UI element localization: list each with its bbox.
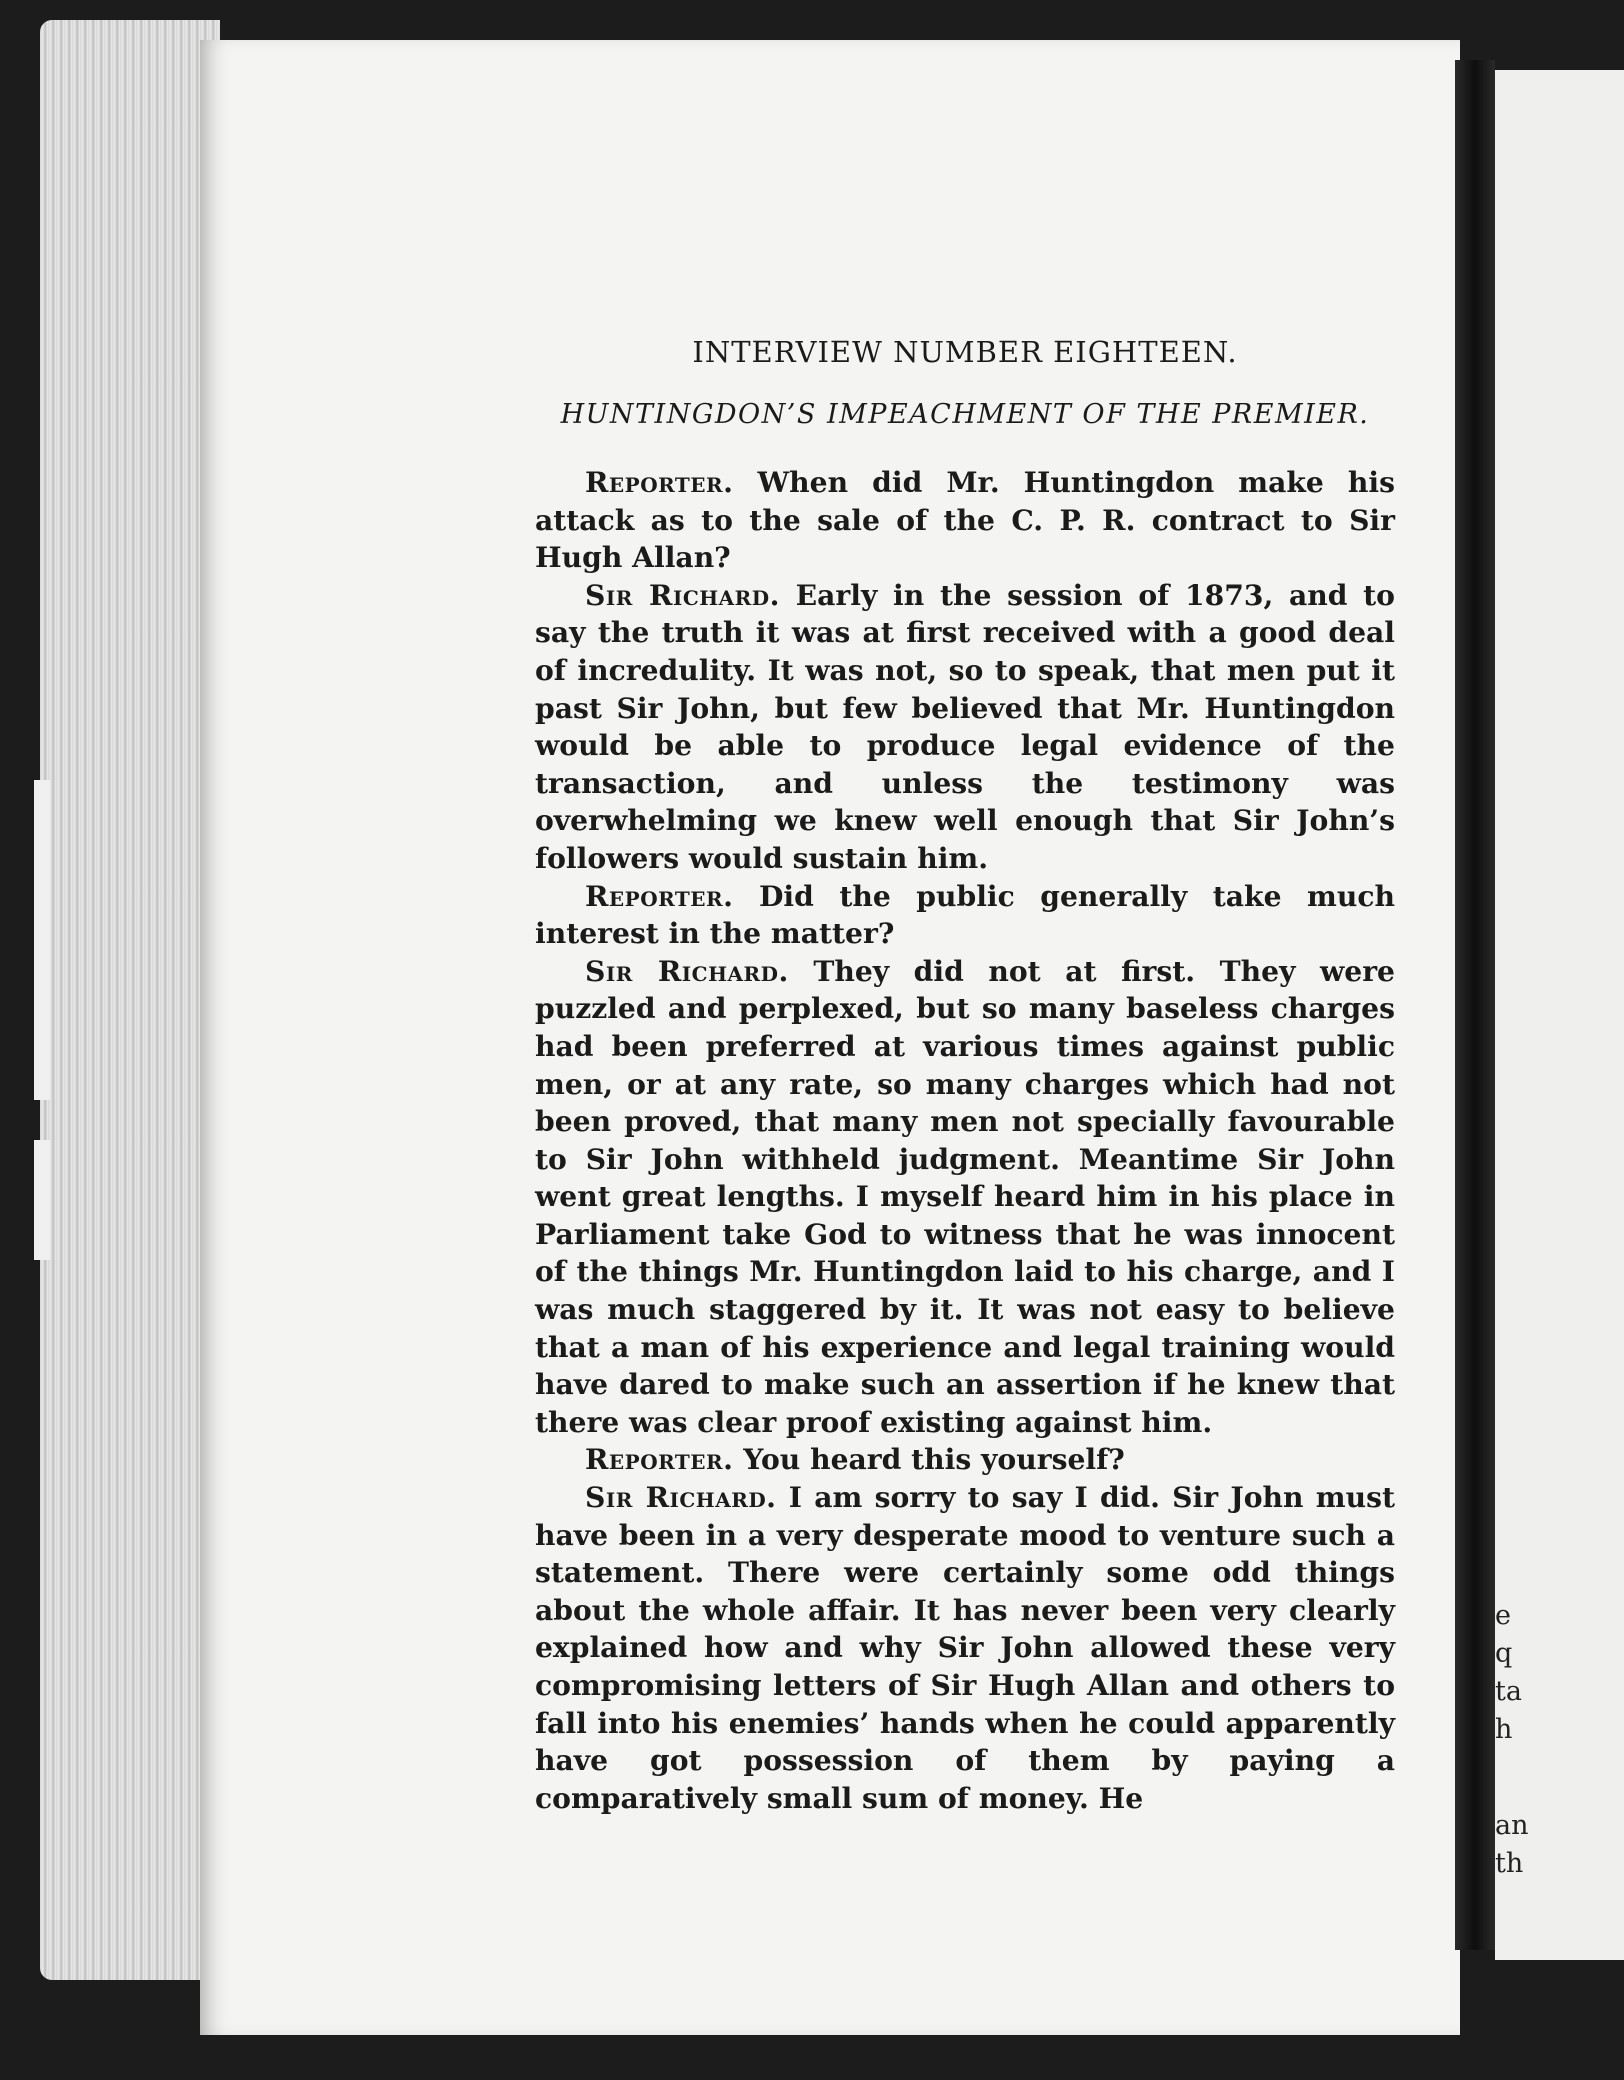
facing-fragment: q (1495, 1638, 1513, 1669)
speaker-label: Sir Richard. (585, 578, 780, 612)
paragraph (535, 464, 1395, 577)
page-title: INTERVIEW NUMBER EIGHTEEN. (692, 335, 1238, 369)
paragraph (535, 1441, 1395, 1479)
paragraph-text: I am sorry to say I did. Sir John must have been in a very desperate mood to venture such a statement. There were certainly some odd things about the whole affair. It has never been very clearly explained how and why Sir John allowed these very compromising letters of Sir Hugh Allan and others to fall into his enemies’ hands when he could apparently have got possession of them by paying a comparatively small sum of money. He (535, 1481, 1395, 1815)
speaker-label: Sir Richard. (585, 954, 789, 988)
facing-fragment: ta (1495, 1676, 1522, 1707)
page-tab (34, 780, 50, 1100)
paragraph (535, 1479, 1395, 1817)
speaker-label: Reporter. (585, 466, 734, 499)
facing-fragment: an (1495, 1810, 1529, 1841)
page-edges (40, 20, 220, 1980)
facing-fragment: e (1495, 1600, 1511, 1631)
paragraph-text: When did Mr. Huntingdon make his attack as to the sale of the C. P. R. contract to Sir Hugh Allan? (535, 466, 1395, 575)
facing-fragment: th (1495, 1848, 1524, 1879)
paragraph (535, 878, 1395, 953)
paragraph (535, 953, 1395, 1442)
facing-fragment: h (1495, 1714, 1513, 1745)
facing-page (1495, 70, 1624, 1960)
paragraph-text: Early in the session of 1873, and to say the truth it was at first received with a good deal of incredulity. It was not, so to speak, that men put it past Sir John, but few believed that Mr. Huntingdon would be able to produce legal evidence of the transaction, and unless the testimony was overwhelming we knew well enough that Sir John’s followers would sustain him. (535, 578, 1395, 875)
paragraph-text: You heard this yourself? (743, 1443, 1125, 1477)
paragraph-text: They did not at first. They were puzzled and perplexed, but so many baseless charges had been preferred at various times against public men, or at any rate, so many charges which had not been proved, that many men not specially favourable to Sir John withheld judgment. Meantime Sir John went great lengths. I myself heard him in his place in Parliament take God to witness that he was innocent of the things Mr. Huntingdon laid to his charge, and I was much staggered by it. It was not easy to believe that a man of his experience and legal training would have dared to make such an assertion if he knew that there was clear proof existing against him. (535, 954, 1395, 1439)
page-subtitle: HUNTINGDON’S IMPEACHMENT OF THE PREMIER. (560, 399, 1370, 430)
speaker-label: Reporter. (585, 1443, 734, 1477)
book-gutter (1455, 60, 1495, 1950)
paragraph (535, 577, 1395, 878)
page-tab (34, 1140, 50, 1260)
speaker-label: Sir Richard. (585, 1481, 777, 1515)
speaker-label: Reporter. (585, 879, 734, 913)
paragraph-text: Did the public generally take much interest in the matter? (535, 879, 1395, 951)
page-content (535, 335, 1395, 1817)
